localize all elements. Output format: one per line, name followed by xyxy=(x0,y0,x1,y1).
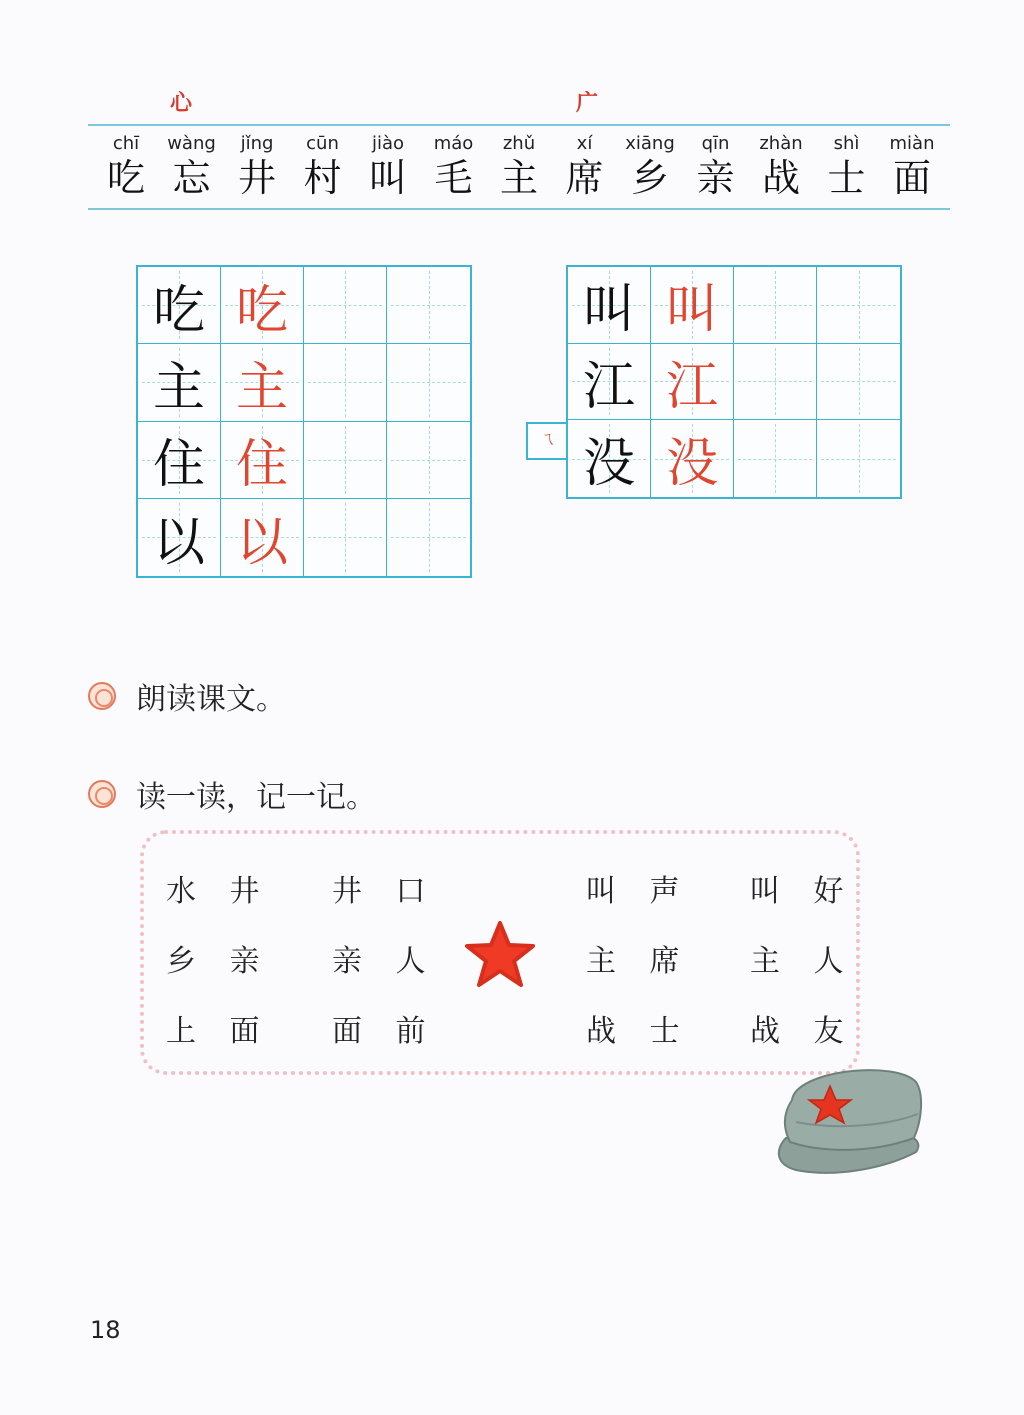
vocab-character: 面 xyxy=(892,156,931,200)
vocab-character: 战 xyxy=(761,156,800,200)
vocab-item xyxy=(227,132,287,202)
word-item: 叫 好 xyxy=(750,874,856,909)
vocab-character: 毛 xyxy=(434,156,473,200)
vocab-character: 忘 xyxy=(172,156,211,200)
trace-character: 没 xyxy=(665,434,718,495)
vocab-pinyin: qīn xyxy=(701,133,730,154)
vocab-character: 村 xyxy=(303,156,342,200)
vocab-item xyxy=(555,132,615,202)
grid-cell xyxy=(221,422,304,499)
model-character: 以 xyxy=(152,512,205,573)
grid-cell xyxy=(304,422,387,499)
writing-grid-left xyxy=(136,265,472,578)
grid-cell xyxy=(138,344,221,421)
trace-character: 住 xyxy=(235,435,288,496)
instruction-read-aloud xyxy=(88,674,286,718)
word-item: 战 士 xyxy=(586,1014,692,1049)
vocab-pinyin: máo xyxy=(433,133,474,154)
grid-cell xyxy=(221,267,304,344)
trace-character: 叫 xyxy=(665,280,718,341)
grid-cell xyxy=(387,422,470,499)
grid-cell xyxy=(138,499,221,576)
grid-cell xyxy=(387,344,470,421)
grid-cell xyxy=(568,267,651,344)
vocab-character: 主 xyxy=(499,156,538,200)
vocab-character: 亲 xyxy=(696,156,735,200)
vocab-bottom-line xyxy=(88,208,950,210)
vocab-item xyxy=(686,132,746,202)
vocab-pinyin: wàng xyxy=(167,133,216,154)
vocab-pinyin: xiāng xyxy=(625,133,675,154)
grid-cell xyxy=(568,344,651,421)
model-character: 住 xyxy=(152,435,205,496)
vocab-pinyin: miàn xyxy=(889,133,935,154)
grid-cell xyxy=(221,499,304,576)
vocab-item xyxy=(882,132,942,202)
word-item: 叫 声 xyxy=(586,874,692,909)
word-item: 井 口 xyxy=(332,874,438,909)
trace-character: 以 xyxy=(235,512,288,573)
vocab-character: 席 xyxy=(565,156,604,200)
side-tab-mark: ㄟ xyxy=(540,429,557,448)
grid-cell xyxy=(304,499,387,576)
vocab-pinyin: zhǔ xyxy=(502,133,536,154)
vocab-character: 乡 xyxy=(630,156,669,200)
vocab-pinyin: chī xyxy=(112,133,140,154)
grid-cell xyxy=(651,267,734,344)
army-cap-icon xyxy=(766,1060,926,1178)
grid-cell xyxy=(734,344,817,421)
vocab-character: 吃 xyxy=(106,156,145,200)
grid-cell xyxy=(304,344,387,421)
bullet-icon xyxy=(88,780,116,808)
vocab-pinyin: jǐng xyxy=(240,133,274,154)
grid-cell xyxy=(817,344,900,421)
vocab-top-line xyxy=(88,124,950,126)
trace-character: 主 xyxy=(235,357,288,418)
writing-grid-right xyxy=(566,265,902,499)
grid-cell xyxy=(304,267,387,344)
vocab-character: 士 xyxy=(827,156,866,200)
page-number: 18 xyxy=(90,1316,121,1344)
vocab-item xyxy=(293,132,353,202)
model-character: 主 xyxy=(152,357,205,418)
word-item: 上 面 xyxy=(166,1014,272,1049)
grid-cell xyxy=(734,420,817,497)
bullet-icon xyxy=(88,682,116,710)
vocab-item xyxy=(620,132,680,202)
grid-cell xyxy=(387,267,470,344)
vocab-item xyxy=(162,132,222,202)
instruction-read-remember xyxy=(88,772,376,816)
vocab-pinyin: cūn xyxy=(306,133,339,154)
radical-mark-xin: 心 xyxy=(170,90,193,116)
red-star-icon xyxy=(464,920,536,988)
word-item: 战 友 xyxy=(750,1014,856,1049)
vocab-character: 叫 xyxy=(368,156,407,200)
vocab-item xyxy=(96,132,156,202)
trace-character: 江 xyxy=(665,356,718,417)
vocab-pinyin: shì xyxy=(833,133,860,154)
word-item: 主 席 xyxy=(586,944,692,979)
word-item: 乡 亲 xyxy=(166,944,272,979)
grid-cell xyxy=(651,420,734,497)
vocab-item xyxy=(489,132,549,202)
grid-cell xyxy=(817,420,900,497)
word-item: 亲 人 xyxy=(332,944,438,979)
vocab-character: 井 xyxy=(237,156,276,200)
instruction-text: 朗读课文。 xyxy=(136,682,286,717)
instruction-text: 读一读，记一记。 xyxy=(136,780,376,815)
word-item: 面 前 xyxy=(332,1014,438,1049)
vocab-pinyin: xí xyxy=(576,133,593,154)
grid-cell xyxy=(651,344,734,421)
grid-cell xyxy=(568,420,651,497)
vocab-item xyxy=(424,132,484,202)
vocab-pinyin: zhàn xyxy=(759,133,803,154)
model-character: 吃 xyxy=(152,280,205,341)
grid-cell xyxy=(387,499,470,576)
model-character: 江 xyxy=(582,356,635,417)
trace-character: 吃 xyxy=(235,280,288,341)
radical-mark-guang: 广 xyxy=(576,90,599,116)
vocab-item xyxy=(817,132,877,202)
grid-cell xyxy=(734,267,817,344)
grid-side-tab xyxy=(526,422,566,460)
model-character: 叫 xyxy=(582,280,635,341)
vocab-pinyin: jiào xyxy=(371,133,405,154)
word-item: 主 人 xyxy=(750,944,856,979)
word-item: 水 井 xyxy=(166,874,272,909)
grid-cell xyxy=(138,267,221,344)
vocab-strip xyxy=(88,132,950,202)
grid-cell xyxy=(138,422,221,499)
vocab-item xyxy=(358,132,418,202)
grid-cell xyxy=(817,267,900,344)
model-character: 没 xyxy=(582,434,635,495)
grid-cell xyxy=(221,344,304,421)
vocab-item xyxy=(751,132,811,202)
